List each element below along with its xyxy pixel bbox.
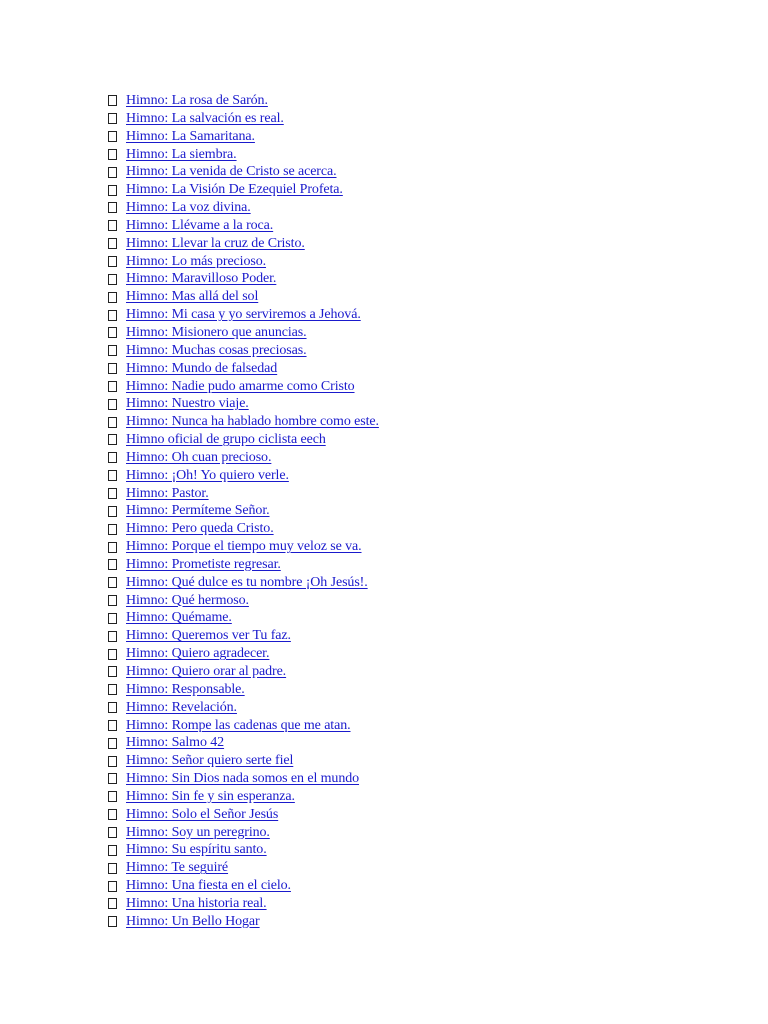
list-item xyxy=(108,110,379,128)
list-item xyxy=(108,485,379,503)
bullet-box-icon xyxy=(108,773,117,784)
list-item xyxy=(108,253,379,271)
hymn-link[interactable]: Himno: La Visión De Ezequiel Profeta. xyxy=(126,182,343,198)
bullet-box-icon xyxy=(108,827,117,838)
list-item xyxy=(108,128,379,146)
bullet-box-icon xyxy=(108,238,117,249)
bullet-box-icon xyxy=(108,167,117,178)
bullet-box-icon xyxy=(108,524,117,535)
hymn-link[interactable]: Himno: Permíteme Señor. xyxy=(126,503,270,519)
bullet-box-icon xyxy=(108,542,117,553)
hymn-link[interactable]: Himno: Nunca ha hablado hombre como este. xyxy=(126,414,379,430)
hymn-link[interactable]: Himno: Queremos ver Tu faz. xyxy=(126,628,291,644)
hymn-link[interactable]: Himno oficial de grupo ciclista eech xyxy=(126,432,326,448)
list-item xyxy=(108,360,379,378)
list-item xyxy=(108,574,379,592)
list-item xyxy=(108,270,379,288)
hymn-link[interactable]: Himno: Llévame a la roca. xyxy=(126,217,274,233)
bullet-box-icon xyxy=(108,845,117,856)
list-item xyxy=(108,609,379,627)
bullet-box-icon xyxy=(108,506,117,517)
list-item xyxy=(108,592,379,610)
hymn-link[interactable]: Himno: Lo más precioso. xyxy=(126,253,267,269)
list-item xyxy=(108,199,379,217)
list-item xyxy=(108,502,379,520)
bullet-box-icon xyxy=(108,898,117,909)
bullet-box-icon xyxy=(108,185,117,196)
list-item xyxy=(108,378,379,396)
hymn-link[interactable]: Himno: Oh cuan precioso. xyxy=(126,449,272,465)
hymn-link[interactable]: Himno: Mi casa y yo serviremos a Jehová. xyxy=(126,307,361,323)
list-item xyxy=(108,520,379,538)
list-item xyxy=(108,717,379,735)
hymn-link[interactable]: Himno: Prometiste regresar. xyxy=(126,556,281,572)
hymn-link[interactable]: Himno: Quiero agradecer. xyxy=(126,646,270,662)
list-item xyxy=(108,556,379,574)
hymn-link[interactable]: Himno: La venida de Cristo se acerca. xyxy=(126,164,337,180)
hymn-link[interactable]: Himno: Responsable. xyxy=(126,681,245,697)
bullet-box-icon xyxy=(108,220,117,231)
hymn-link[interactable]: Himno: Pastor. xyxy=(126,485,209,501)
hymn-link[interactable]: Himno: Porque el tiempo muy veloz se va. xyxy=(126,539,362,555)
list-item xyxy=(108,431,379,449)
bullet-box-icon xyxy=(108,345,117,356)
list-item xyxy=(108,342,379,360)
list-item xyxy=(108,288,379,306)
hymn-link[interactable]: Himno: Soy un peregrino. xyxy=(126,824,270,840)
bullet-box-icon xyxy=(108,631,117,642)
hymn-link[interactable]: Himno: La Samaritana. xyxy=(126,128,255,144)
list-item xyxy=(108,734,379,752)
list-item xyxy=(108,324,379,342)
bullet-box-icon xyxy=(108,256,117,267)
list-item xyxy=(108,92,379,110)
list-item xyxy=(108,841,379,859)
hymn-link[interactable]: Himno: Señor quiero serte fiel xyxy=(126,753,294,769)
hymn-link[interactable]: Himno: Maravilloso Poder. xyxy=(126,271,277,287)
bullet-box-icon xyxy=(108,95,117,106)
hymn-link[interactable]: Himno: La siembra. xyxy=(126,146,237,162)
bullet-box-icon xyxy=(108,881,117,892)
list-item xyxy=(108,824,379,842)
list-item xyxy=(108,895,379,913)
list-item xyxy=(108,413,379,431)
bullet-box-icon xyxy=(108,756,117,767)
bullet-box-icon xyxy=(108,452,117,463)
hymn-link[interactable]: Himno: La rosa de Sarón. xyxy=(126,93,268,108)
bullet-box-icon xyxy=(108,202,117,213)
list-item xyxy=(108,913,379,931)
bullet-box-icon xyxy=(108,809,117,820)
hymn-link[interactable]: Himno: ¡Oh! Yo quiero verle. xyxy=(126,467,289,483)
hymn-link[interactable]: Himno: Solo el Señor Jesús xyxy=(126,806,279,822)
hymn-link[interactable]: Himno: Sin fe y sin esperanza. xyxy=(126,788,295,804)
hymn-link[interactable]: Himno: Llevar la cruz de Cristo. xyxy=(126,235,305,251)
list-item xyxy=(108,395,379,413)
hymn-link[interactable]: Himno: Rompe las cadenas que me atan. xyxy=(126,717,351,733)
list-item xyxy=(108,788,379,806)
bullet-box-icon xyxy=(108,399,117,410)
hymn-link[interactable]: Himno: Quiero orar al padre. xyxy=(126,664,287,679)
hymn-link[interactable]: Himno: Qué dulce es tu nombre ¡Oh Jesús!. xyxy=(126,574,368,590)
bullet-box-icon xyxy=(108,417,117,428)
list-item xyxy=(108,449,379,467)
list-item xyxy=(108,217,379,235)
bullet-box-icon xyxy=(108,916,117,927)
bullet-box-icon xyxy=(108,363,117,374)
bullet-box-icon xyxy=(108,738,117,749)
hymn-link[interactable]: Himno: Quémame. xyxy=(126,610,232,626)
hymn-list xyxy=(108,92,379,931)
list-item xyxy=(108,146,379,164)
hymn-link[interactable]: Himno: Misionero que anuncias. xyxy=(126,324,307,340)
hymn-link[interactable]: Himno: Qué hermoso. xyxy=(126,592,249,608)
bullet-box-icon xyxy=(108,720,117,731)
list-item xyxy=(108,663,379,681)
list-item xyxy=(108,467,379,485)
bullet-box-icon xyxy=(108,684,117,695)
bullet-box-icon xyxy=(108,131,117,142)
bullet-box-icon xyxy=(108,863,117,874)
bullet-box-icon xyxy=(108,791,117,802)
hymn-link[interactable]: Himno: Una historia real. xyxy=(126,895,267,911)
list-item xyxy=(108,699,379,717)
bullet-box-icon xyxy=(108,292,117,303)
bullet-box-icon xyxy=(108,470,117,481)
bullet-box-icon xyxy=(108,274,117,285)
bullet-box-icon xyxy=(108,666,117,677)
hymn-link[interactable]: Himno: Mas allá del sol xyxy=(126,289,259,305)
list-item xyxy=(108,627,379,645)
list-item xyxy=(108,806,379,824)
hymn-link[interactable]: Himno: Muchas cosas preciosas. xyxy=(126,342,307,358)
bullet-box-icon xyxy=(108,559,117,570)
hymn-link[interactable]: Himno: Pero queda Cristo. xyxy=(126,521,274,537)
list-item xyxy=(108,770,379,788)
hymn-link[interactable]: Himno: Sin Dios nada somos en el mundo xyxy=(126,771,360,787)
hymn-link[interactable]: Himno: La voz divina. xyxy=(126,200,251,216)
bullet-box-icon xyxy=(108,488,117,499)
hymn-link[interactable]: Himno: Una fiesta en el cielo. xyxy=(126,878,291,894)
list-item xyxy=(108,877,379,895)
hymn-link[interactable]: Himno: Nuestro viaje. xyxy=(126,396,249,412)
bullet-box-icon xyxy=(108,595,117,606)
hymn-link[interactable]: Himno: Nadie pudo amarme como Cristo xyxy=(126,378,355,394)
bullet-box-icon xyxy=(108,381,117,392)
bullet-box-icon xyxy=(108,613,117,624)
list-item xyxy=(108,538,379,556)
bullet-box-icon xyxy=(108,577,117,588)
hymn-link[interactable]: Himno: La salvación es real. xyxy=(126,110,284,126)
hymn-link[interactable]: Himno: Su espíritu santo. xyxy=(126,842,267,858)
hymn-link[interactable]: Himno: Salmo 42 xyxy=(126,735,225,751)
list-item xyxy=(108,235,379,253)
bullet-box-icon xyxy=(108,149,117,160)
hymn-link[interactable]: Himno: Mundo de falsedad xyxy=(126,360,278,376)
hymn-link[interactable]: Himno: Te seguiré xyxy=(126,860,229,876)
hymn-link[interactable]: Himno: Revelación. xyxy=(126,699,237,715)
list-item xyxy=(108,645,379,663)
list-item xyxy=(108,752,379,770)
bullet-box-icon xyxy=(108,649,117,660)
list-item xyxy=(108,163,379,181)
list-item xyxy=(108,859,379,877)
list-item xyxy=(108,681,379,699)
bullet-box-icon xyxy=(108,702,117,713)
list-item xyxy=(108,306,379,324)
bullet-box-icon xyxy=(108,434,117,445)
bullet-box-icon xyxy=(108,310,117,321)
bullet-box-icon xyxy=(108,327,117,338)
bullet-box-icon xyxy=(108,113,117,124)
hymn-link[interactable]: Himno: Un Bello Hogar xyxy=(126,913,260,929)
list-item xyxy=(108,181,379,199)
